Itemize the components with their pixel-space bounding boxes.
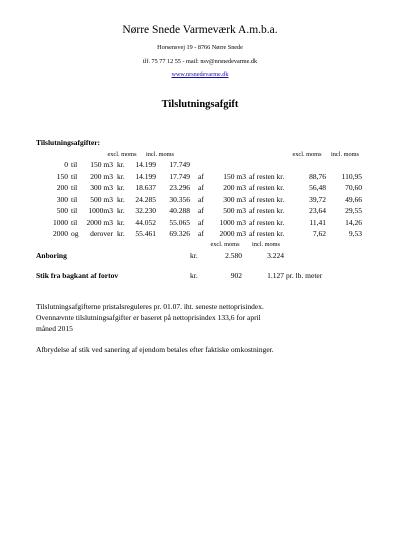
fee-row-3-excl: 24.285 xyxy=(135,194,156,204)
fee-row-4-sep: til xyxy=(71,206,78,215)
fee-row-0-excl: 14.199 xyxy=(135,160,156,169)
fee-row-4-excl: 32.230 xyxy=(135,206,156,215)
fee-row-3-to: 500 m3 xyxy=(90,194,113,204)
fee-row-6-rest-excl: 7,62 xyxy=(312,229,326,238)
fee-row-5-rest-size: 1000 m3 xyxy=(219,217,246,227)
fee-row-3-unit: kr. xyxy=(117,194,125,204)
fee-row-2-to: 300 m3 xyxy=(90,183,113,192)
fee-row-1-incl: 17.749 xyxy=(169,171,190,181)
organization-address: Horsensvej 19 - 8766 Nørre Snede xyxy=(157,44,243,51)
fee-row-2-from: 200 xyxy=(56,183,68,192)
fee-row-3-rest-label: af resten kr. xyxy=(249,194,285,204)
fee-row-3-from: 300 xyxy=(56,194,68,204)
fee-row-6-from: 2000 xyxy=(53,229,68,238)
fee-row-5-sep: til xyxy=(71,217,78,227)
fee-row-2-rest-size: 200 m3 xyxy=(223,183,246,192)
stik-label: Stik fra bagkant af fortov xyxy=(36,271,119,280)
fee-row-3-rest-excl: 39,72 xyxy=(309,194,326,204)
fee-row-0-to: 150 m3 xyxy=(90,160,113,169)
fees-heading: Tilslutningsafgifter: xyxy=(36,138,101,147)
note-line-3: måned 2015 xyxy=(36,324,73,333)
fee-row-5-incl: 55.065 xyxy=(169,217,190,227)
fee-row-4-incl: 40.288 xyxy=(169,206,190,215)
fee-row-2-rest-label: af resten kr. xyxy=(249,183,285,192)
stik-excl: 902 xyxy=(230,271,242,280)
website-link[interactable]: www.nrsnedevarme.dk xyxy=(171,71,229,78)
fee-row-2-rest-excl: 56,48 xyxy=(309,183,326,192)
fee-row-6-incl: 69.326 xyxy=(169,229,190,238)
anboring-unit: kr. xyxy=(190,251,198,260)
fee-row-0-unit: kr. xyxy=(117,160,125,169)
fee-row-2-af: af xyxy=(198,183,204,192)
fee-row-3-incl: 30.356 xyxy=(169,194,190,204)
fee-row-1-rest-label: af resten kr. xyxy=(249,171,285,181)
fee-row-1-excl: 14.199 xyxy=(135,171,156,181)
fee-row-6-rest-size: 2000 m3 xyxy=(219,229,246,238)
fee-row-6-to: derover xyxy=(90,229,113,238)
fee-row-1-unit: kr. xyxy=(117,171,125,181)
rest-col-excl-header: excl. moms xyxy=(292,151,322,158)
organization-name: Nørre Snede Varmeværk A.m.b.a. xyxy=(122,24,278,36)
fee-row-5-af: af xyxy=(198,217,204,227)
fee-row-2-excl: 18.637 xyxy=(135,183,156,192)
fee-row-6-unit: kr. xyxy=(117,229,125,238)
fee-row-4-unit: kr. xyxy=(117,206,125,215)
fee-row-4-rest-size: 500 m3 xyxy=(223,206,246,215)
stik-suffix: pr. lb. meter xyxy=(286,271,323,280)
stik-unit: kr. xyxy=(190,271,198,280)
fee-row-1-sep: til xyxy=(71,171,78,181)
fee-row-1-rest-size: 150 m3 xyxy=(223,171,246,181)
fee-row-5-rest-label: af resten kr. xyxy=(249,217,285,227)
extras-col-excl-header: excl. moms xyxy=(210,241,240,248)
note-line-2: Ovennævnte tilslutningsafgifter er baseret på nettoprisindex 133,6 for april xyxy=(36,313,261,322)
fee-row-4-af: af xyxy=(198,206,204,215)
fee-row-5-rest-excl: 11,41 xyxy=(309,217,326,227)
fee-row-0-incl: 17.749 xyxy=(169,160,190,169)
fee-row-5-from: 1000 xyxy=(53,217,68,227)
fee-row-1-af: af xyxy=(198,171,204,181)
fee-row-6-af: af xyxy=(198,229,204,238)
fee-row-0-from: 0 xyxy=(64,160,68,169)
fee-row-4-rest-excl: 23,64 xyxy=(309,206,326,215)
fee-row-3-rest-incl: 49,66 xyxy=(345,194,362,204)
fee-row-3-rest-size: 300 m3 xyxy=(223,194,246,204)
fee-row-6-excl: 55.461 xyxy=(135,229,156,238)
anboring-incl: 3.224 xyxy=(267,251,284,260)
fee-row-1-to: 200 m3 xyxy=(90,171,113,181)
fee-row-1-rest-incl: 110,95 xyxy=(341,171,362,181)
fee-row-6-rest-incl: 9,53 xyxy=(348,229,362,238)
fee-row-5-rest-incl: 14,26 xyxy=(345,217,362,227)
fee-row-4-rest-label: af resten kr. xyxy=(249,206,285,215)
stik-incl: 1.127 xyxy=(267,271,284,280)
document-title: Tilslutningsafgift xyxy=(161,99,239,110)
fee-row-6-rest-label: af resten kr. xyxy=(249,229,285,238)
fee-row-1-from: 150 xyxy=(56,171,68,181)
fee-row-5-to: 2000 m3 xyxy=(86,217,113,227)
fee-row-4-rest-incl: 29,55 xyxy=(345,206,362,215)
organization-contact: tlf. 75 77 12 55 - mail: nsv@nrsnedevarme.dk xyxy=(142,58,258,65)
note-line-4: Afbrydelse af stik ved sanering af ejendom betales efter faktiske omkostninger. xyxy=(36,345,274,354)
fee-row-2-rest-incl: 70,60 xyxy=(345,183,362,192)
fees-col-incl-header: incl. moms xyxy=(146,151,174,158)
fee-row-2-incl: 23.296 xyxy=(169,183,190,192)
fee-row-3-af: af xyxy=(198,194,204,204)
fee-row-5-unit: kr. xyxy=(117,217,125,227)
fee-row-3-sep: til xyxy=(71,194,78,204)
note-line-1: Tilslutningsafgifterne pristalsreguleres pr. 01.07. iht. seneste nettoprisindex. xyxy=(36,302,264,311)
anboring-excl: 2.580 xyxy=(225,251,242,260)
fees-col-excl-header: excl. moms xyxy=(107,151,137,158)
fee-row-6-sep: og xyxy=(71,229,79,238)
fee-row-2-sep: til xyxy=(71,183,78,192)
rest-col-incl-header: incl. moms xyxy=(331,151,359,158)
fee-row-4-to: 1000m3 xyxy=(88,206,113,215)
fee-row-5-excl: 44.052 xyxy=(135,217,156,227)
fee-row-2-unit: kr. xyxy=(117,183,125,192)
fee-row-1-rest-excl: 88,76 xyxy=(309,171,326,181)
fee-row-4-from: 500 xyxy=(56,206,68,215)
anboring-label: Anboring xyxy=(36,251,67,260)
extras-col-incl-header: incl. moms xyxy=(252,241,280,248)
fee-row-0-sep: til xyxy=(71,160,78,169)
